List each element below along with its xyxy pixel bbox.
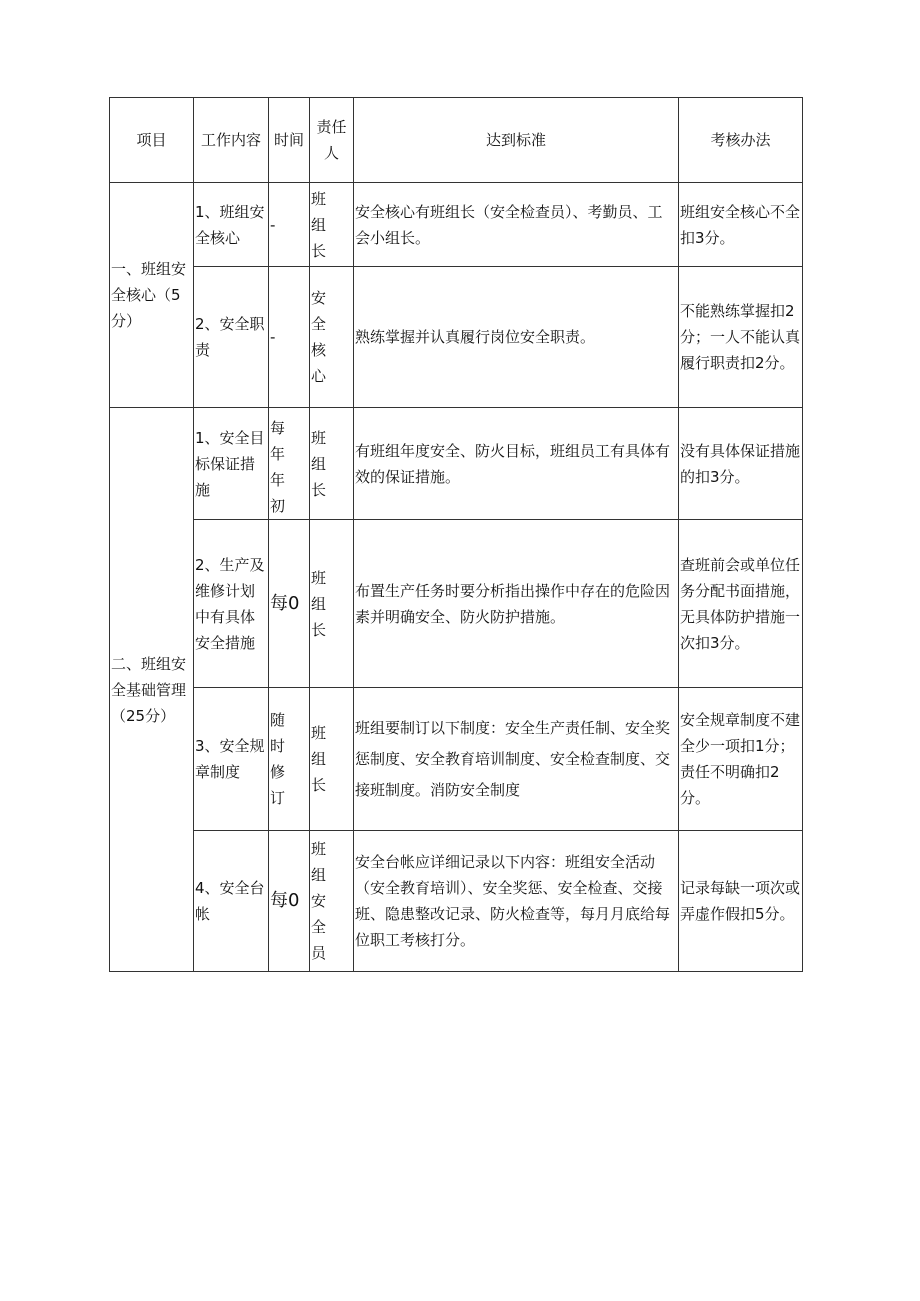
header-owner: 责任人: [310, 98, 354, 183]
table-row: [110, 183, 803, 267]
work-content: 2、安全职责: [194, 267, 269, 408]
table-row: [110, 267, 803, 408]
header-standard: 达到标准: [354, 98, 679, 183]
standard-cell: 班组要制订以下制度：安全生产责任制、安全奖惩制度、安全教育培训制度、安全检查制度、交接班制度。消防安全制度: [354, 688, 679, 831]
method-cell: 记录每缺一项次或弄虚作假扣5分。: [679, 831, 803, 972]
work-content: 3、安全规章制度: [194, 688, 269, 831]
owner-cell: 班 组长: [310, 183, 354, 267]
time-cell: 每 年年初: [269, 408, 310, 520]
owner-cell: 班 组长: [310, 688, 354, 831]
owner-cell: 班 组长: [310, 408, 354, 520]
header-row: [110, 98, 803, 183]
method-cell: 安全规章制度不建全少一项扣1分；责任不明确扣2分。: [679, 688, 803, 831]
method-cell: 不能熟练掌握扣2分；一人不能认真履行职责扣2分。: [679, 267, 803, 408]
work-content: 1、班组安全核心: [194, 183, 269, 267]
method-cell: 没有具体保证措施的扣3分。: [679, 408, 803, 520]
table-row: [110, 688, 803, 831]
owner-cell: 安 全核心: [310, 267, 354, 408]
standard-cell: 布置生产任务时要分析指出操作中存在的危险因素并明确安全、防火防护措施。: [354, 520, 679, 688]
section-title: 二、班组安全基础管理（25分）: [110, 408, 194, 972]
method-cell: 查班前会或单位任务分配书面措施，无具体防护措施一次扣3分。: [679, 520, 803, 688]
time-cell: 随 时修订: [269, 688, 310, 831]
work-content: 2、生产及维修计划中有具体安全措施: [194, 520, 269, 688]
time-cell: 每0: [269, 831, 310, 972]
header-method: 考核办法: [679, 98, 803, 183]
standard-cell: 熟练掌握并认真履行岗位安全职责。: [354, 267, 679, 408]
standard-cell: 安全核心有班组长（安全检查员）、考勤员、工会小组长。: [354, 183, 679, 267]
standard-cell: 有班组年度安全、防火目标，班组员工有具体有效的保证措施。: [354, 408, 679, 520]
header-content: 工作内容: [194, 98, 269, 183]
assessment-table: [109, 97, 803, 972]
header-item: 项目: [110, 98, 194, 183]
time-cell: 每0: [269, 520, 310, 688]
section-title: 一、班组安全核心（5分）: [110, 183, 194, 408]
table-row: [110, 831, 803, 972]
method-cell: 班组安全核心不全扣3分。: [679, 183, 803, 267]
work-content: 1、安全目标保证措施: [194, 408, 269, 520]
time-cell: -: [269, 267, 310, 408]
owner-cell: 班 组安 全员: [310, 831, 354, 972]
table-row: [110, 520, 803, 688]
work-content: 4、安全台帐: [194, 831, 269, 972]
time-cell: -: [269, 183, 310, 267]
table-row: [110, 408, 803, 520]
standard-cell: 安全台帐应详细记录以下内容：班组安全活动（安全教育培训）、安全奖惩、安全检查、交接班、隐患整改记录、防火检查等，每月月底给每位职工考核打分。: [354, 831, 679, 972]
owner-cell: 班 组长: [310, 520, 354, 688]
header-time: 时间: [269, 98, 310, 183]
